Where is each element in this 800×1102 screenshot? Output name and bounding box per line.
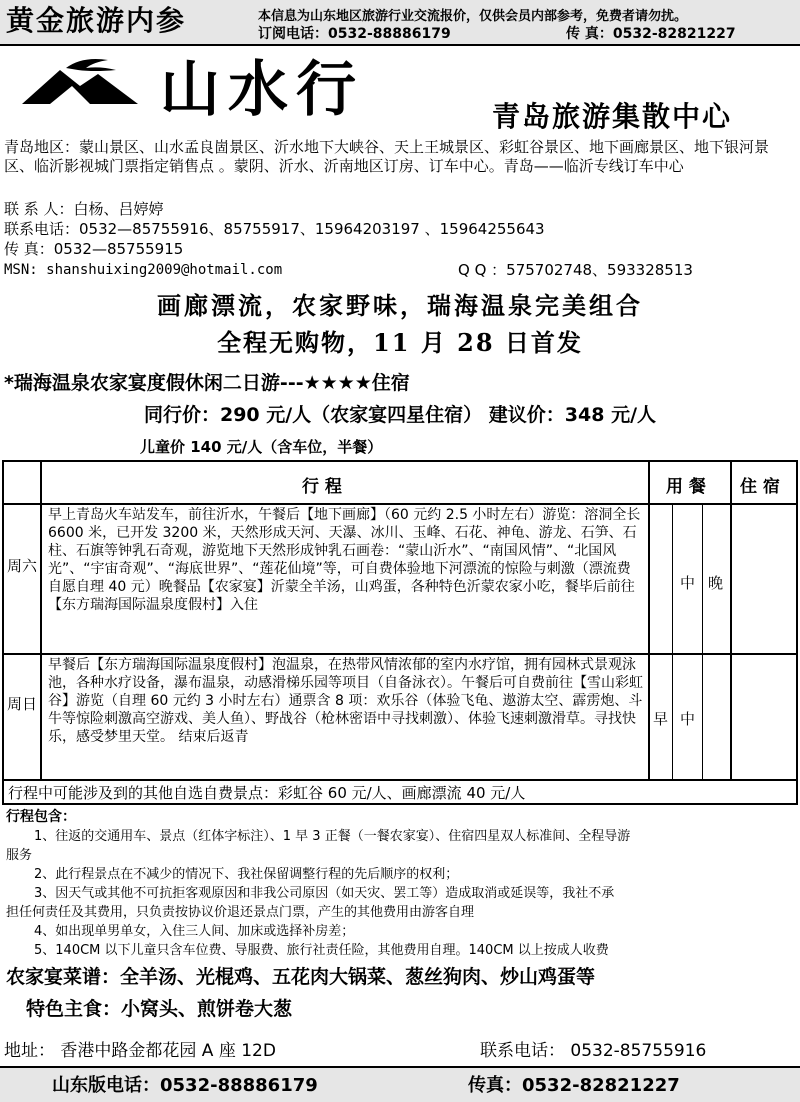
- includes-item: 3、因天气或其他不可抗拒客观原因和非我公司原因（如天灾、罢工等）造成取消或延误等，我社不承: [34, 886, 615, 901]
- day-sunday: 周日: [7, 695, 38, 713]
- farm-menu: 农家宴菜谱：全羊汤、光棍鸡、五花肉大锅菜、葱丝狗肉、炒山鸡蛋等: [6, 966, 596, 988]
- newsletter-title: 黄金旅游内参: [6, 4, 187, 37]
- includes-item: 服务: [6, 848, 33, 863]
- includes-item: 1、往返的交通用车、景点（红体字标注）、1 早 3 正餐（一餐农家宴）、住宿四星双人标准间、全程导游: [34, 829, 631, 844]
- child-price: 儿童价 140 元/人（含车位，半餐）: [140, 438, 383, 456]
- day-saturday: 周六: [7, 557, 38, 575]
- contact-person: 联 系 人：白杨、吕婷婷: [4, 200, 164, 218]
- shandong-phone: 山东版电话：0532-88886179: [52, 1075, 318, 1096]
- header-lodging: 住 宿: [740, 477, 780, 497]
- includes-item: 担任何责任及其费用，只负责按协议价退还景点门票，产生的其他费用由游客自理: [6, 905, 475, 920]
- office-address: 地址： 香港中路金都花园 A 座 12D: [4, 1041, 276, 1061]
- includes-item: 5、140CM 以下儿童只含车位费、导服费、旅行社责任险，其他费用自理。140CM 以上按成人收费: [34, 943, 609, 958]
- office-phone: 联系电话： 0532-85755916: [480, 1041, 707, 1061]
- slogan-line-1: 画廊漂流，农家野味，瑞海温泉完美组合: [157, 291, 643, 320]
- header-fax: 传 真：0532-82821227: [566, 26, 736, 42]
- contact-msn: MSN: shanshuixing2009@hotmail.com: [4, 262, 283, 278]
- tour-price: 同行价：290 元/人（农家宴四星住宿） 建议价：348 元/人: [143, 404, 657, 426]
- staple-food: 特色主食：小窝头、煎饼卷大葱: [26, 998, 293, 1020]
- contact-qq: Q Q ：575702748、593328513: [458, 261, 693, 279]
- tour-title: *瑞海温泉农家宴度假休闲二日游---★★★★住宿: [4, 372, 410, 394]
- top-banner: [0, 0, 800, 46]
- includes-item: 2、此行程景点在不减少的情况下、我社保留调整行程的先后顺序的权利；: [34, 867, 459, 882]
- itinerary-table: [2, 460, 798, 805]
- sun-breakfast: 早: [653, 710, 669, 728]
- optional-attractions: 行程中可能涉及到的其他自选自费景点：彩虹谷 60 元/人、画廊漂流 40 元/人: [8, 784, 526, 802]
- sun-lunch: 中: [680, 710, 696, 728]
- mountain-bird-logo-icon: [20, 56, 140, 106]
- subscribe-phone: 订阅电话：0532-88886179: [258, 26, 451, 42]
- includes-title: 行程包含：: [6, 809, 76, 825]
- itinerary-sunday: 早餐后【东方瑞海国际温泉度假村】泡温泉，在热带风情浓郁的室内水疗馆，拥有园林式景观泳池，各种水疗设备，瀑布温泉，动感滑梯乐园等项目（自备泳衣）。午餐后可自费前往【雪山彩虹谷】游览（自理 60 元约 3 小时左右）通票含 8 项：欢乐谷（体验飞龟、遨游太空、霹雳炮、斗牛等惊险刺激高空游戏、美人鱼）、野战谷（枪林密语中寻找刺激）、体验飞速刺激滑草。寻找快乐，感受梦里天堂。 结束后返青: [48, 657, 643, 745]
- contact-fax: 传 真：0532—85755915: [4, 240, 184, 258]
- header-itinerary: 行 程: [302, 477, 342, 497]
- slogan-line-2: 全程无购物，11 月 28 日首发: [217, 328, 583, 357]
- sat-dinner: 晚: [708, 574, 724, 592]
- brand-subtitle: 青岛旅游集散中心: [492, 100, 733, 133]
- header-meals: 用 餐: [666, 477, 706, 497]
- member-notice: 本信息为山东地区旅游行业交流报价，仅供会员内部参考，免费者请勿扰。: [258, 9, 688, 24]
- intro-paragraph: 青岛地区：蒙山景区、山水孟良崮景区、沂水地下大峡谷、天上王城景区、彩虹谷景区、地下画廊景区、地下银河景区、临沂影视城门票指定销售点 。蒙阴、沂水、沂南地区订房、订车中心。青岛——临沂专线订车中心: [4, 138, 770, 175]
- sat-lunch: 中: [680, 574, 696, 592]
- footer-fax: 传真：0532-82821227: [468, 1075, 680, 1096]
- contact-phone: 联系电话：0532—85755916、85755917、15964203197 、15964255643: [4, 220, 545, 238]
- brand-name: 山水行: [160, 55, 364, 125]
- itinerary-saturday: 早上青岛火车站发车，前往沂水，午餐后【地下画廊】（60 元约 2.5 小时左右）游览：溶洞全长 6600 米，已开发 3200 米，天然形成天河、天瀑、冰川、玉峰、石花、神龟、游龙、石笋、石柱、石旗等钟乳石奇观，游览地下天然形成钟乳石画卷：“蒙山沂水”、“南国风情”、“北国风光”、“宇宙奇观”、“海底世界”、“莲花仙境”等，可自费体验地下河漂流的惊险与刺激（漂流费自愿自理 40 元）晚餐品【农家宴】沂蒙全羊汤，山鸡蛋，各种特色沂蒙农家小吃，餐毕后前往【东方瑞海国际温泉度假村】入住: [48, 507, 641, 613]
- includes-item: 4、如出现单男单女，入住三人间、加床或选择补房差；: [34, 924, 355, 939]
